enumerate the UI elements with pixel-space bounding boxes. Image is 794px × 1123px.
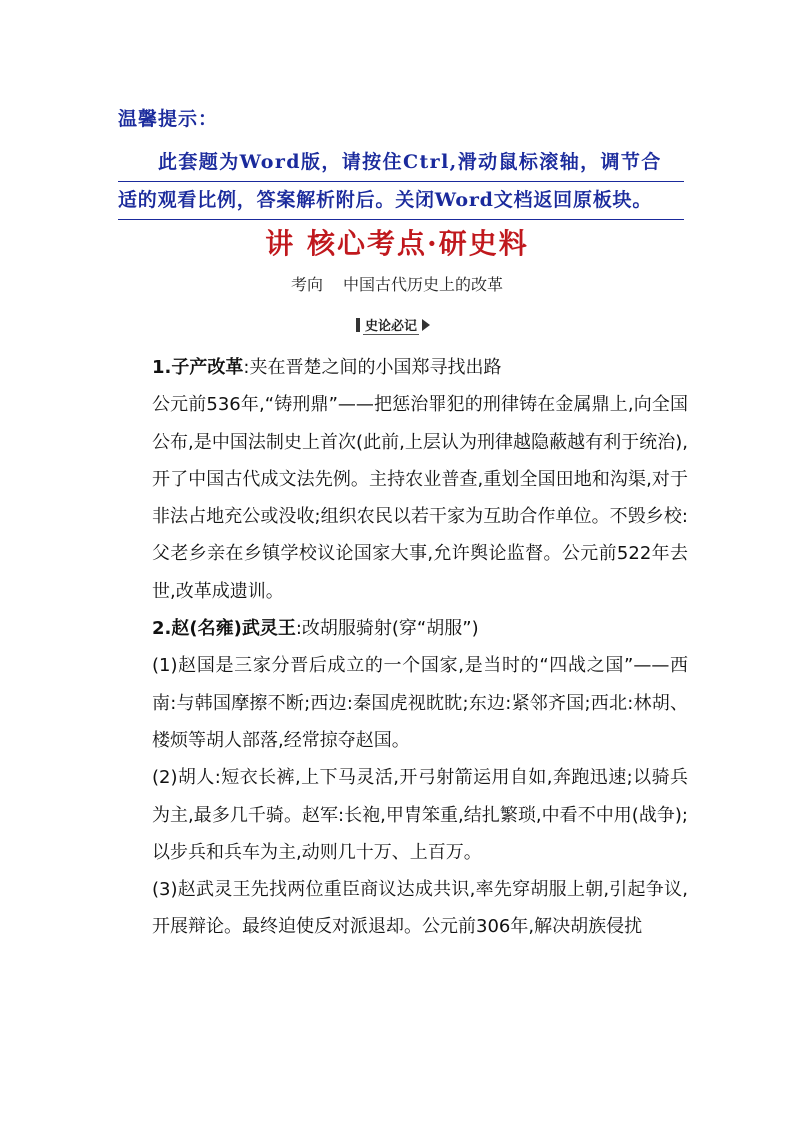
section-1-heading [116,349,688,386]
section-1-desc: :夹在晋楚之间的小国郑寻找出路 [243,357,502,378]
section-1-title: 1.子产改革 [152,357,244,378]
page-title: 讲 核心考点·研史料 [265,227,529,260]
section-2-paragraph-3: (3)赵武灵王先找两位重臣商议达成共识,率先穿胡服上朝,引起争议,开展辩论。最终迫使反对派退却。公元前306年,解决胡族侵扰 [152,879,688,938]
tip-message [118,144,684,220]
section-2-heading [116,610,688,647]
section-2-title: 2.赵(名雍)武灵王 [152,618,296,640]
tip-line-2: 适的观看比例，答案解析附后。关闭Word文档返回原板块。 [118,182,684,220]
tip-line-1: 此套题为Word版，请按住Ctrl,滑动鼠标滚轴，调节合 [118,144,684,182]
subtitle-text: 中国古代历史上的改革 [343,275,504,294]
subtitle-prefix: 考向 [290,275,323,294]
tip-heading: 温馨提示： [118,108,219,130]
section-2-paragraph-1: (1)赵国是三家分晋后成立的一个国家,是当时的“四战之国”——西南:与韩国摩擦不断;西边:秦国虎视眈眈;东边:紧邻齐国;西北:林胡、楼烦等胡人部落,经常掠夺赵国。 [152,655,688,751]
section-subtitle [0,272,794,295]
section-1-paragraph: 公元前536年,“铸刑鼎”——把惩治罪犯的刑律铸在金属鼎上,向全国公布,是中国法制史上首次(此前,上层认为刑律越隐蔽越有利于统治),开了中国古代成文法先例。主持农业普查,重划全国田地和沟渠,对于非法占地充公或没收;组织农民以若干家为互助合作单位。不毁乡校:父老乡亲在乡镇学校议论国家大事,允许舆论监督。公元前522年去世,改革成遗训。 [152,394,688,602]
tag-arrow-icon [422,319,430,331]
section-2-paragraph-2: (2)胡人:短衣长裤,上下马灵活,开弓射箭运用自如,奔跑迅速;以骑兵为主,最多几千骑。赵军:长袍,甲胄笨重,结扎繁琐,中看不中用(战争);以步兵和兵车为主,动则几十万、上百万。 [152,767,688,863]
section-tag [356,317,430,337]
tag-label: 史论必记 [365,319,418,334]
section-2-desc: :改胡服骑射(穿“胡服”) [295,618,479,640]
tag-bar-icon [356,318,360,332]
main-content [116,349,688,946]
